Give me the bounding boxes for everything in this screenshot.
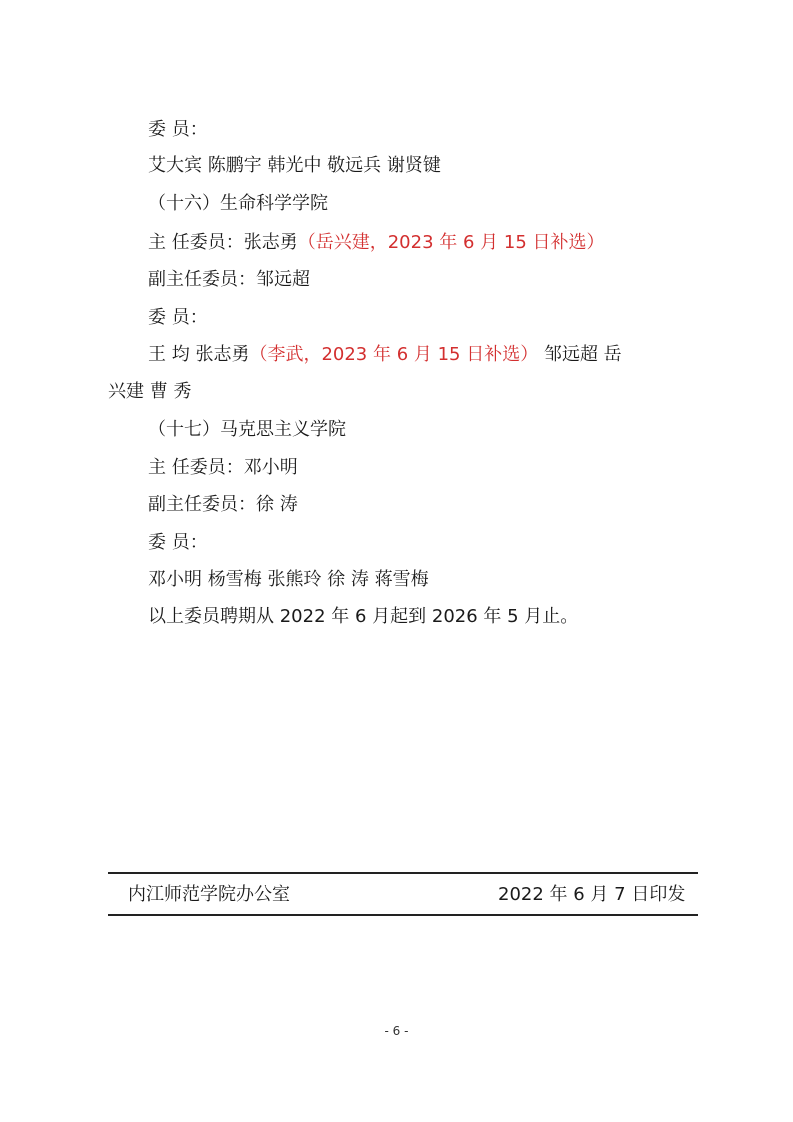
issue-date: 2022 年 6 月 7 日印发: [498, 884, 686, 905]
director-line-17: 主 任委员：邓小明: [148, 457, 298, 478]
vice-director-line-17: 副主任委员：徐 涛: [148, 494, 298, 515]
director-text-16: 主 任委员：张志勇: [148, 232, 298, 253]
members-list-17: 邓小明 杨雪梅 张熊玲 徐 涛 蒋雪梅: [148, 569, 429, 590]
director-amendment-16: （岳兴建，2023 年 6 月 15 日补选）: [297, 232, 605, 253]
director-line-16: [148, 231, 605, 255]
footer-bottom-rule: [108, 914, 698, 916]
members-list-1: 艾大宾 陈鹏宇 韩光中 敬远兵 谢贤键: [148, 155, 441, 176]
term-statement: 以上委员聘期从 2022 年 6 月起到 2026 年 5 月止。: [148, 606, 579, 627]
committee-members-heading-1: 委 员：: [148, 119, 208, 140]
committee-members-heading-3: 委 员：: [148, 532, 208, 553]
members-text-16a: 王 均 张志勇: [148, 344, 250, 365]
issuing-office: 内江师范学院办公室: [128, 884, 290, 905]
members-line-16: [148, 343, 622, 367]
members-line-16-cont: 兴建 曹 秀: [108, 381, 192, 402]
members-amendment-16: （李武，2023 年 6 月 15 日补选）: [249, 344, 539, 365]
vice-director-line-16: 副主任委员：邹远超: [148, 269, 310, 290]
members-text-16b: 邹远超 岳: [538, 344, 622, 365]
section-heading-17: （十七）马克思主义学院: [148, 419, 346, 440]
page-number: - 6 -: [384, 1024, 409, 1038]
footer-top-rule: [108, 872, 698, 874]
committee-members-heading-2: 委 员：: [148, 307, 208, 328]
section-heading-16: （十六）生命科学学院: [148, 193, 328, 214]
